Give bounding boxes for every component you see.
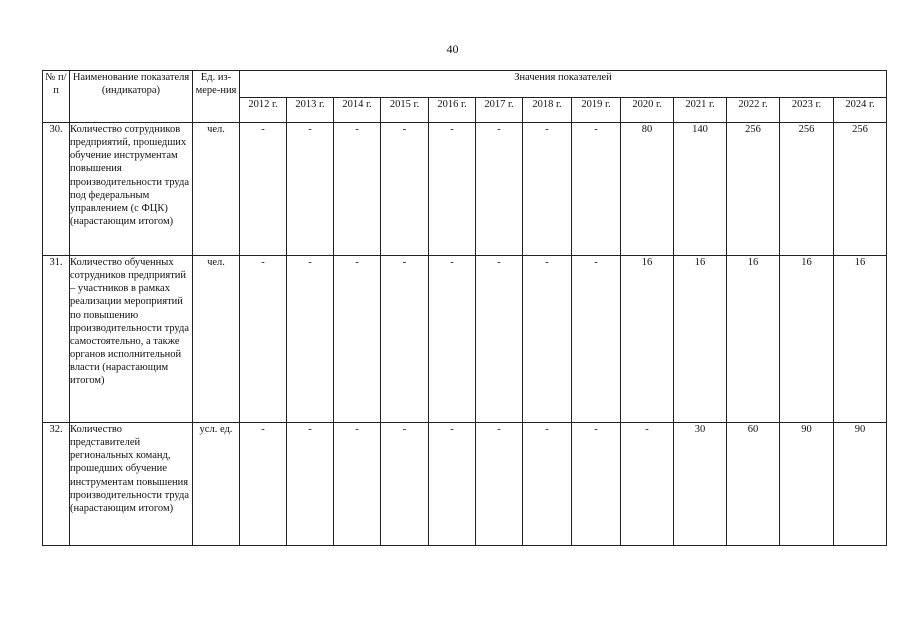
value-cell: -: [287, 423, 334, 546]
header-year: 2014 г.: [334, 98, 381, 123]
value-cell: 30: [674, 423, 727, 546]
indicator-name: Количество сотрудников предприятий, прошедших обучение инструментам повышения производительности труда под федеральным управлением (с ФЦК) (нарастающим итогом): [70, 123, 193, 256]
value-cell: -: [334, 423, 381, 546]
table-row: [43, 123, 887, 256]
header-year: 2024 г.: [834, 98, 887, 123]
value-cell: -: [287, 256, 334, 423]
value-cell: 256: [780, 123, 834, 256]
value-cell: 16: [674, 256, 727, 423]
header-year: 2015 г.: [381, 98, 429, 123]
value-cell: -: [572, 123, 621, 256]
header-num: № п/п: [43, 71, 70, 123]
value-cell: -: [572, 256, 621, 423]
indicator-unit: чел.: [193, 256, 240, 423]
header-year: 2017 г.: [476, 98, 523, 123]
header-year: 2012 г.: [240, 98, 287, 123]
header-year: 2021 г.: [674, 98, 727, 123]
value-cell: 256: [727, 123, 780, 256]
value-cell: -: [381, 123, 429, 256]
value-cell: 80: [621, 123, 674, 256]
value-cell: -: [476, 123, 523, 256]
row-number: 32.: [43, 423, 70, 546]
value-cell: 16: [834, 256, 887, 423]
value-cell: -: [523, 123, 572, 256]
value-cell: 90: [834, 423, 887, 546]
header-year: 2018 г.: [523, 98, 572, 123]
value-cell: -: [334, 256, 381, 423]
header-unit: Ед. из-мере-ния: [193, 71, 240, 123]
value-cell: -: [476, 256, 523, 423]
value-cell: 140: [674, 123, 727, 256]
table-row: [43, 256, 887, 423]
value-cell: -: [381, 423, 429, 546]
value-cell: -: [240, 123, 287, 256]
value-cell: -: [240, 423, 287, 546]
header-year: 2016 г.: [429, 98, 476, 123]
value-cell: 60: [727, 423, 780, 546]
header-row-top: [43, 71, 887, 98]
page-number: 40: [446, 42, 459, 56]
table-row: [43, 423, 887, 546]
value-cell: -: [381, 256, 429, 423]
header-year: 2022 г.: [727, 98, 780, 123]
indicator-unit: чел.: [193, 123, 240, 256]
value-cell: -: [240, 256, 287, 423]
header-year: 2023 г.: [780, 98, 834, 123]
value-cell: -: [287, 123, 334, 256]
value-cell: 16: [621, 256, 674, 423]
header-name: Наименование показателя (индикатора): [70, 71, 193, 123]
header-year: 2020 г.: [621, 98, 674, 123]
value-cell: -: [621, 423, 674, 546]
value-cell: -: [572, 423, 621, 546]
indicator-unit: усл. ед.: [193, 423, 240, 546]
indicators-table: [42, 70, 887, 546]
header-year: 2019 г.: [572, 98, 621, 123]
row-number: 30.: [43, 123, 70, 256]
value-cell: -: [429, 423, 476, 546]
value-cell: 16: [780, 256, 834, 423]
value-cell: 90: [780, 423, 834, 546]
value-cell: 16: [727, 256, 780, 423]
indicator-name: Количество обученных сотрудников предприятий – участников в рамках реализации мероприятий по повышению производительности труда самостоятельно, а также органов исполнительной власти (нарастающим итогом): [70, 256, 193, 423]
indicator-name: Количество представителей региональных команд, прошедших обучение инструментам повышения производительности труда (нарастающим итогом): [70, 423, 193, 546]
header-year: 2013 г.: [287, 98, 334, 123]
value-cell: -: [523, 256, 572, 423]
value-cell: -: [523, 423, 572, 546]
value-cell: -: [429, 256, 476, 423]
value-cell: 256: [834, 123, 887, 256]
row-number: 31.: [43, 256, 70, 423]
value-cell: -: [429, 123, 476, 256]
value-cell: -: [476, 423, 523, 546]
value-cell: -: [334, 123, 381, 256]
header-values: Значения показателей: [240, 71, 887, 98]
